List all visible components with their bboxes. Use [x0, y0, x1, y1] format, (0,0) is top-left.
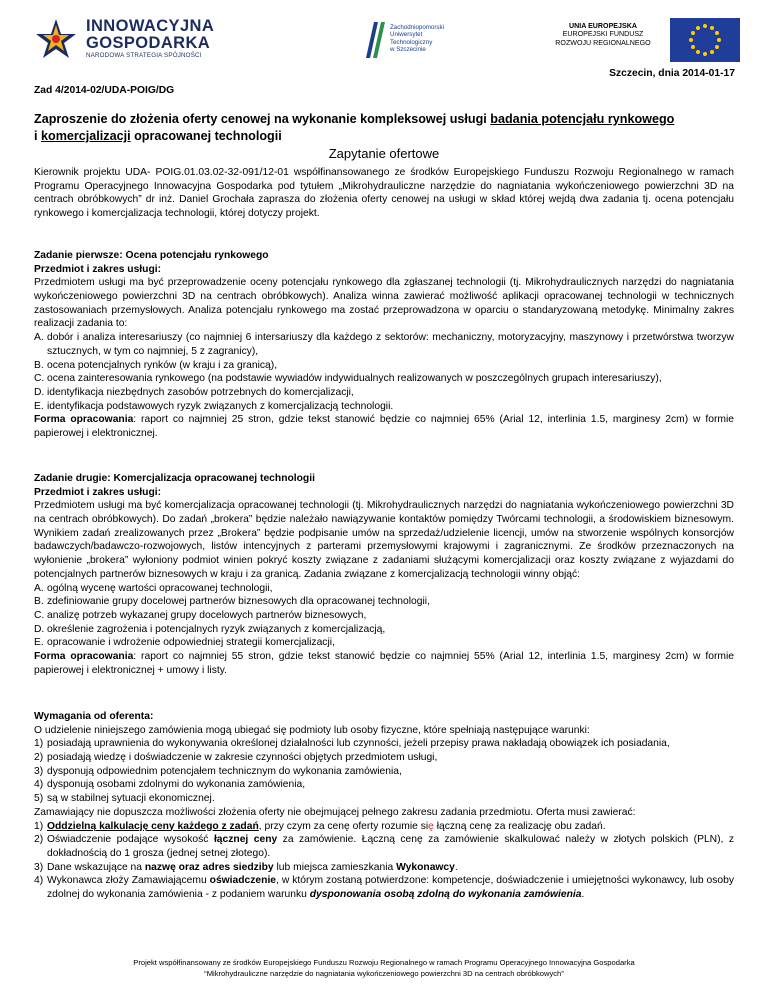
title-part2: i [34, 128, 41, 143]
list-marker: B. [34, 596, 44, 608]
list-marker: 4) [34, 875, 44, 887]
zut-line2: Uniwersytet [390, 31, 423, 39]
list-item [34, 820, 734, 834]
eu-flag-icon [670, 18, 740, 62]
offer-1-text2: łączną cenę za realizację obu zadań. [433, 820, 606, 832]
task2-scope-heading: Przedmiot i zakres usługi: [34, 486, 162, 498]
list-marker: 2) [34, 834, 44, 846]
requirements-list [34, 737, 734, 805]
list-text: dobór i analiza interesariuszy (co najmniej 6 intersariuszy dla każdego z sektorów: mechaniczny, motoryzacyjny, maszynowy i przetwórstwa tworzyw sztucznych, w tym co najmniej, 5 z zagranicy), [47, 332, 734, 357]
offer-list [34, 820, 734, 902]
list-item [34, 861, 734, 875]
offer-3-text3: . [454, 861, 458, 873]
list-marker: D. [34, 386, 45, 398]
offer-1-text: , przy czym za cenę oferty rozumie si [258, 820, 429, 832]
requirements-intro: O udzielenie niniejszego zamówienia mogą ubiegać się podmioty lub osoby fizyczne, które spełniają następujące warunki: [34, 724, 590, 736]
task1-form-text: : raport co najmniej 25 stron, gdzie tekst stanowić będzie co najmniej 65% (Arial 12, interlinia 1.5, marginesy 2cm) w formie papierowej i elektronicznej. [34, 414, 734, 439]
list-item [34, 623, 734, 637]
document-reference: Zad 4/2014-02/UDA-POIG/DG [34, 85, 175, 96]
zut-line4: w Szczecinie [390, 45, 426, 53]
list-text: zdefiniowanie grupy docelowej partnerów biznesowych dla opracowanej technologii, [47, 596, 430, 608]
list-marker: E. [34, 637, 44, 649]
requirements-section [34, 710, 734, 902]
task2-form-label: Forma opracowania [34, 650, 134, 662]
list-item [34, 792, 734, 806]
offer-3-bold2: Wykonawcy [396, 861, 455, 873]
task2-section [34, 472, 734, 677]
zut-line3: Technologiczny [390, 38, 433, 46]
list-marker: 1) [34, 820, 44, 832]
list-item [34, 609, 734, 623]
list-text: ocena potencjalnych rynków (w kraju i za granicą), [47, 359, 278, 371]
list-marker: 1) [34, 738, 44, 750]
list-item [34, 359, 734, 373]
list-marker: E. [34, 400, 44, 412]
footer-line1: Projekt współfinansowany ze środków Europejskiego Funduszu Rozwoju Regionalnego w ramach Programu Operacyjnego Innowacyjna Gospodarka [133, 958, 635, 967]
offer-3-bold1: nazwę oraz adres siedziby [144, 861, 274, 873]
document-subtitle: Zapytanie ofertowe [328, 146, 440, 161]
requirements-heading: Wymagania od oferenta: [34, 711, 154, 722]
list-text: dysponują odpowiednim potencjałem technicznym do wykonania zamówienia, [47, 765, 402, 777]
list-marker: A. [34, 582, 44, 594]
task2-form-text: : raport co najmniej 55 stron, gdzie tekst stanowić będzie co najmniej 55% (Arial 12, interlinia 1.5, marginesy 2cm) w formie papierowej i elektronicznej + umowy i listy. [34, 650, 734, 676]
offer-4-text: Wykonawca złoży Zamawiającemu [47, 875, 210, 887]
footer-line2: “Mikrohydrauliczne narzędzie do nagniatania wykończeniowego powierzchni 3D na centrach obróbkowych” [204, 968, 564, 978]
list-text: posiadają uprawnienia do wykonywania określonej działalności lub czynności, jeżeli przepisy prawa nakładają obowiązek ich posiadania, [47, 738, 670, 750]
eu-line1: UNIA EUROPEJSKA [569, 22, 637, 30]
list-marker: 3) [34, 765, 44, 777]
document-date: Szczecin, dnia 2014-01-17 [609, 68, 735, 79]
list-marker: B. [34, 359, 44, 371]
eu-line2: EUROPEJSKI FUNDUSZ [562, 30, 644, 39]
list-item [34, 595, 734, 609]
document-title [34, 111, 734, 144]
list-item [34, 400, 734, 414]
logo-left-line1: INNOWACYJNA [86, 17, 215, 36]
list-text: ogólną wycenę wartości opracowanej technologii, [47, 582, 273, 594]
list-item [34, 778, 734, 792]
offer-4-text2: , w którym zostaną potwierdzone: kompetencje, doświadczenie i umiejętności wykonawcy, lub osoby zdolnej do wykonania zamówienia - z podaniem warunku [47, 875, 734, 900]
offer-4-text3: . [581, 888, 585, 900]
list-text: posiadają wiedzę i doświadczenie w zakresie czynności objętych przedmiotem usługi, [47, 752, 438, 764]
task1-body: Przedmiotem usługi ma być przeprowadzenie oceny potencjału rynkowego dla zgłaszanej technologii (tj. Mikrohydraulicznych narzędzi do nagniatania wykończeniowego powierzchni 3D na centrach obróbkowych). Analiza winna zawierać możliwość aplikacji opracowanej technologii w technicznych zastosowaniach przemysłowych. Analiza potencjału rynkowego ma zostać przeprowadzona w oparciu o standaryzowaną metodykę. Minimalny zakres realizacji zadania to: [34, 277, 734, 330]
title-underlined-2: komercjalizacji [41, 128, 131, 143]
task1-section [34, 249, 734, 441]
list-marker: 3) [34, 861, 44, 873]
list-item [34, 737, 734, 751]
list-item [34, 751, 734, 765]
offer-1-red: ę [428, 820, 434, 832]
task2-body: Przedmiotem usługi ma być komercjalizacja opracowanej technologii (tj. Mikrohydraulicznych narzędzi do nagniatania wykończeniowego powierzchni 3D na centrach obróbkowych). Do zadań „brokera” będzie należało nawiązywanie kontaktów pomiędzy Twórcami technologii, a środowiskiem biznesowym. Wynikiem zadań zrealizowanych przez „Brokera” będzie podpisanie umów na sprzedaż/udzielenie licencji, umów na stworzenie wspólnych konsorcjów badawczych/badawczo-rozwojowych, listów intencyjnych z parterami przemysłowymi krajowymi i zagranicznymi. Ze środków przeznaczonych na wyłonienie „brokera” wyłoniony podmiot winien pokryć koszty związane z zadaniami służącymi komercjalizacji oraz koszty związane z wyjazdami do potencjalnych partnerów biznesowych w kraju i za granicą. Zadania związane z komercjalizacją technologii winny objąć: [34, 500, 734, 580]
offer-4-bold1: oświadczenie [209, 875, 277, 887]
offer-2-bold: łącznej ceny [213, 834, 278, 846]
offer-1-bold: Oddzielną kalkulację ceny każdego z zadań [47, 820, 259, 832]
title-part3: opracowanej technologii [130, 128, 282, 143]
list-item [34, 765, 734, 779]
list-marker: 5) [34, 793, 44, 805]
list-marker: C. [34, 609, 45, 621]
list-text: identyfikacja podstawowych ryzyk związanych z komercjalizacją technologii. [47, 400, 394, 412]
list-text: są w stabilnej sytuacji ekonomicznej. [47, 793, 215, 805]
offer-3-text2: lub miejsca zamieszkania [273, 861, 397, 873]
offer-3-text: Dane wskazujące na [47, 861, 145, 873]
list-marker: D. [34, 623, 45, 635]
list-marker: 4) [34, 779, 44, 791]
list-text: opracowanie i wdrożenie odpowiedniej strategii komercjalizacji, [47, 637, 335, 649]
eu-logo [540, 18, 740, 62]
star-icon [34, 17, 78, 61]
title-underlined-1: badania potencjału rynkowego [490, 112, 675, 126]
list-item [34, 874, 734, 901]
zut-logo [362, 16, 472, 64]
requirements-note: Zamawiający nie dopuszcza możliwości złożenia oferty nie obejmującej pełnego zakresu zadania przedmiotu. Oferta musi zawierać: [34, 806, 636, 818]
list-item [34, 386, 734, 400]
offer-4-bold2: dysponowania osobą zdolną do wykonania zamówienia [309, 888, 582, 900]
list-text: identyfikacja niezbędnych zasobów potrzebnych do komercjalizacji, [47, 386, 354, 398]
list-marker: C. [34, 373, 45, 385]
title-part1: Zaproszenie do złożenia oferty cenowej na wykonanie kompleksowej usługi [34, 112, 491, 126]
list-item [34, 582, 734, 596]
list-text: dysponują osobami zdolnymi do wykonania zamówienia, [47, 779, 306, 791]
task1-scope-heading: Przedmiot i zakres usługi: [34, 263, 162, 275]
list-text: ocena zainteresowania rynkowego (na podstawie wywiadów indywidualnych realizowanych w poszczególnych grupach interesariuszy), [47, 373, 662, 385]
list-marker: 2) [34, 752, 44, 764]
list-item [34, 331, 734, 358]
list-marker: A. [34, 332, 44, 344]
list-text: określenie zagrożenia i potencjalnych ryzyk związanych z komercjalizacją, [47, 623, 386, 635]
zut-line1: Zachodniopomorski [390, 24, 444, 31]
header [0, 0, 768, 70]
task2-form [34, 650, 734, 677]
eu-line3: ROZWOJU REGIONALNEGO [555, 38, 651, 47]
innowacyjna-gospodarka-logo [34, 14, 244, 64]
task1-form [34, 413, 734, 440]
list-item [34, 636, 734, 650]
list-item [34, 833, 734, 860]
list-text: analizę potrzeb wykazanej grupy docelowych partnerów biznesowych, [47, 609, 367, 621]
task1-list [34, 331, 734, 413]
footer [0, 958, 768, 980]
offer-2-text2: za zamówienie. Łączną cenę za zamówienie skalkulować należy w złotych polskich (PLN), z dokładnością do 1 grosza (jednej setnej złotego). [47, 834, 735, 859]
task2-list [34, 582, 734, 650]
intro-paragraph: Kierownik projektu UDA- POIG.01.03.02-32-091/12-01 współfinansowanego ze środków Europejskiego Funduszu Rozwoju Regionalnego w ramach Programu Operacyjnego Innowacyjna Gospodarka pod tytułem „Mikrohydrauliczne narzędzie do nagniatania wykończeniowego powierzchni 3D na centrach obróbkowych” dr inż. Daniel Grochała zaprasza do złożenia oferty cenowej na usługi w skład której wejdą dwa zadania tj. ocena potencjału rynkowego i komercjalizacja technologii, której dotyczy projekt. [34, 167, 734, 220]
logo-left-line3: NARODOWA STRATEGIA SPÓJNOŚCI [86, 52, 202, 60]
task1-heading: Zadanie pierwsze: Ocena potencjału rynkowego [34, 250, 269, 261]
logo-left-line2: GOSPODARKA [86, 33, 211, 52]
task1-form-label: Forma opracowania [34, 414, 134, 426]
list-item [34, 372, 734, 386]
task2-heading: Zadanie drugie: Komercjalizacja opracowanej technologii [34, 473, 315, 484]
zut-mark-icon [362, 16, 388, 64]
offer-2-text: Oświadczenie podające wysokość [47, 834, 214, 846]
